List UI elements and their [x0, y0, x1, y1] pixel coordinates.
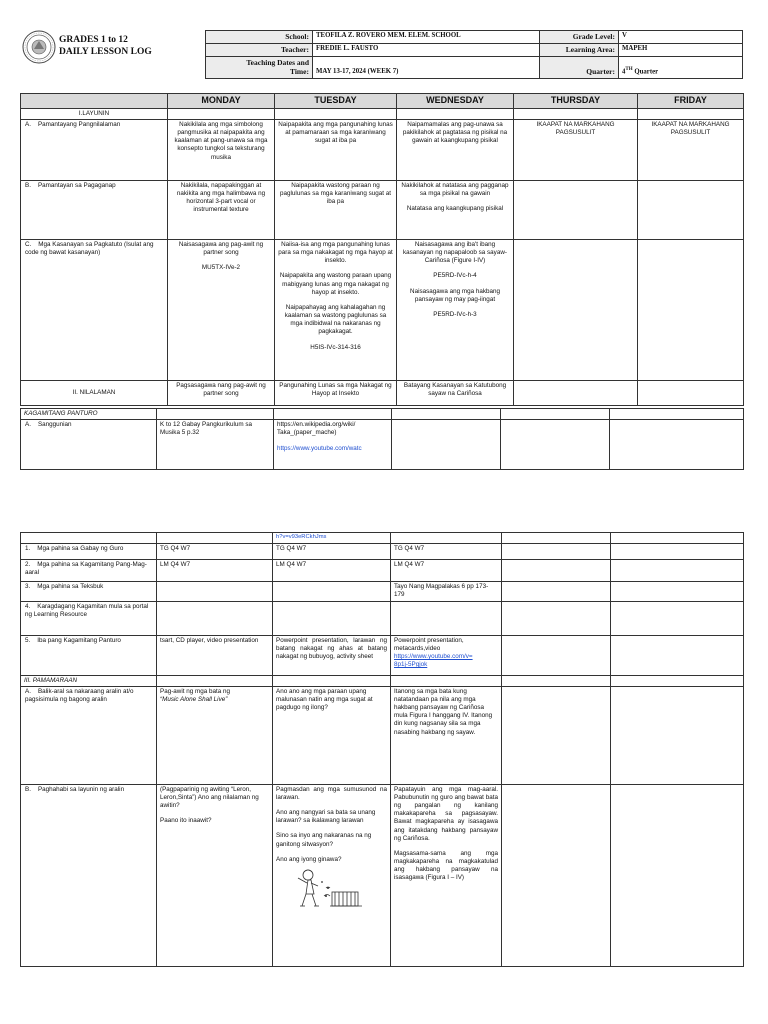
cell-c-monday-1: Naisasagawa ang pag-awit ng partner song — [178, 240, 264, 257]
cell-r2-tuesday: LM Q4 W7 — [273, 559, 391, 581]
cell-b-wednesday — [397, 180, 514, 239]
cell-rb-tuesday-3: Sino sa inyo ang nakaranas na ng ganitong sitwasyon? — [276, 832, 372, 848]
dates-value: MAY 13-17, 2024 (WEEK 7) — [313, 56, 540, 79]
document-title — [59, 34, 152, 58]
cell-ra-wednesday: Itanong sa mga bata kung natatandaan pa nila ang mga hakbang pansayaw ng Cariñosa mula Figura I hanggang IV. Itanong din kung nagsanay sila sa mga nasabing hakbang ng sayaw. — [391, 686, 502, 784]
day-header-tuesday: TUESDAY — [275, 94, 397, 109]
row-label-sanggunian: A. Sanggunian — [21, 420, 157, 470]
grade-value: V — [619, 31, 743, 44]
cell-c-monday — [168, 239, 275, 380]
sanggunian-link-wiki-2[interactable]: Taka_(paper_mache) — [277, 429, 337, 437]
cell-c-tuesday-4: H5IS-IVc-314-316 — [310, 343, 361, 351]
dates-label — [206, 56, 313, 79]
cell-ra-monday-2: “Music Alone Shall Live” — [160, 695, 228, 703]
row-label-karagdagang-kagamitan: 4. Karagdagang Kagamitan mula sa portal ng Learning Resource — [21, 601, 157, 635]
dates-label-1: Teaching Dates and — [246, 57, 309, 67]
kagamitan-table-page-1 — [20, 408, 744, 470]
cell-nilalaman-wednesday: Batayang Kasanayan sa Katutubong sayaw na Cariñosa — [397, 380, 514, 405]
quarter-value — [619, 56, 743, 79]
cell-r5-tuesday: Powerpoint presentation, larawan ng batang nakagat ng ahas at batang nakagat ng bubuyog, activity sheet — [273, 635, 391, 675]
layunin-header: I.LAYUNIN — [21, 108, 168, 119]
cell-a-wednesday: Naipamamalas ang pag-unawa sa pakikilahok at pagtatasa ng pisikal na gawain at kaangkupang pisikal — [397, 119, 514, 180]
lesson-table-page-2 — [20, 532, 744, 967]
cell-c-wednesday-2: PE5RD-IVc-h-4 — [433, 272, 477, 280]
school-label: School: — [206, 31, 313, 44]
cell-c-wednesday-3: Naisasagawa ang mga hakbang pansayaw ng may pag-iingat — [410, 287, 500, 303]
row-label-iba-pang-kagamitan: 5. Iba pang Kagamitang Panturo — [21, 635, 157, 675]
day-header-wednesday: WEDNESDAY — [397, 94, 514, 109]
link-continuation[interactable]: h?v=v93eRCkhJms — [273, 533, 391, 544]
cell-r5-monday: tsart, CD player, video presentation — [157, 635, 273, 675]
quarter-num: 4 — [622, 68, 626, 76]
day-header-blank — [21, 94, 168, 109]
cell-rb-monday-2: Paano ito inaawit? — [160, 817, 212, 825]
cell-sanggunian-monday: K to 12 Gabay Pangkurikulum sa Musika 5 p.32 — [157, 420, 274, 470]
row-label-gabay-ng-guro: 1. Mga pahina sa Gabay ng Guro — [21, 543, 157, 559]
cell-ra-monday — [157, 686, 273, 784]
cell-r1-tuesday: TG Q4 W7 — [273, 543, 391, 559]
quarter-label: Quarter: — [540, 56, 619, 79]
row-label-teksbuk: 3. Mga pahina sa Teksbuk — [21, 581, 157, 601]
cell-c-wednesday — [397, 239, 514, 380]
cell-a-friday: IKAAPAT NA MARKAHANG PAGSUSULIT — [638, 119, 744, 180]
teacher-label: Teacher: — [206, 43, 313, 56]
cell-b-monday: Nakikilala, napapakinggan at nakikita ang mga halimbawa ng horizontal 3-part vocal or instrumental texture — [168, 180, 275, 239]
sanggunian-link-wiki-1[interactable]: https://en.wikipedia.org/wiki/ — [277, 421, 356, 429]
dates-label-2: Time: — [289, 67, 309, 77]
cell-rb-tuesday-2: Ano ang nangyari sa bata sa unang larawan? sa ikalawang larawan — [276, 809, 376, 825]
cell-b-tuesday: Naipapakita wastong paraan ng paglulunas sa mga karaniwang sugat at iba pa — [275, 180, 397, 239]
video-link-2[interactable]: 8p1j-5Pgjok — [394, 661, 428, 669]
cell-nilalaman-tuesday: Pangunahing Lunas sa mga Nakagat ng Hayop at Insekto — [275, 380, 397, 405]
school-value: TEOFILA Z. ROVERO MEM. ELEM. SCHOOL — [313, 31, 540, 44]
cell-r3-wednesday: Tayo Nang Magpalakas 6 pp 173-179 — [391, 581, 502, 601]
cell-c-tuesday-2: Naipapakita ang wastong paraan upang mabigyang lunas ang mga nakagat ng hayop at insekto. — [279, 272, 392, 296]
area-label: Learning Area: — [540, 43, 619, 56]
cell-c-tuesday-1: Naiisa-isa ang mga pangunahing lunas para sa mga nakakagat ng mga hayop at insekto. — [278, 240, 393, 265]
row-label-pamantayang-pangnilalaman: A. Pamantayang Pangnilalaman — [21, 119, 168, 180]
lesson-table-page-1 — [20, 93, 744, 406]
row-label-balik-aral: A. Balik-aral sa nakaraang aralin at/o pagsisimula ng bagong aralin — [21, 686, 157, 784]
cell-r2-wednesday: LM Q4 W7 — [391, 559, 502, 581]
row-label-kagamitang-pang-mag-aaral: 2. Mga pahina sa Kagamitang Pang-Mag-aaral — [21, 559, 157, 581]
cell-c-tuesday — [275, 239, 397, 380]
day-header-friday: FRIDAY — [638, 94, 744, 109]
cell-rb-wednesday-2: Magsasama-sama ang mga magkakapareha na magkakatulad ang hakbang pansayaw na isasagawa (Figura I – IV) — [394, 849, 498, 882]
grade-label: Grade Level: — [540, 31, 619, 44]
cell-b-wednesday-1: Nakikilahok at natatasa ang pagganap sa mga pisikal na gawain — [401, 181, 509, 198]
deped-seal-icon — [22, 30, 56, 64]
area-value: MAPEH — [619, 43, 743, 56]
cell-sanggunian-tuesday — [274, 420, 392, 470]
cell-c-wednesday-4: PE5RD-IVc-h-3 — [433, 310, 477, 318]
nilalaman-header: II. NILALAMAN — [21, 380, 168, 405]
cell-rb-monday — [157, 784, 273, 966]
row-label-pamantayan-sa-pagaganap: B. Pamantayan sa Pagaganap — [21, 180, 168, 239]
cell-a-monday: Nakikilala ang mga simbolong pangmusika at naipapakita ang kaalaman at pang-unawa sa mga konsepto tungkol sa teksturang musika — [168, 119, 275, 180]
teacher-value: FREDIE L. FAUSTO — [313, 43, 540, 56]
title-line-1: GRADES 1 to 12 — [59, 35, 128, 45]
cell-r1-monday: TG Q4 W7 — [157, 543, 273, 559]
day-header-thursday: THURSDAY — [514, 94, 638, 109]
kagamitan-header: KAGAMITANG PANTURO — [21, 409, 157, 420]
cell-ra-tuesday: Ano ano ang mga paraan upang malunasan natin ang mga sugat at pagdugo ng ilong? — [273, 686, 391, 784]
header-info-table — [205, 30, 743, 79]
cell-a-thursday: IKAAPAT NA MARKAHANG PAGSUSULIT — [514, 119, 638, 180]
cell-rb-tuesday-1: Pagmasdan ang mga sumusunod na larawan. — [276, 785, 387, 801]
title-line-2: DAILY LESSON LOG — [59, 47, 152, 57]
day-header-monday: MONDAY — [168, 94, 275, 109]
child-stung-illustration — [286, 866, 366, 910]
cell-r2-monday: LM Q4 W7 — [157, 559, 273, 581]
cell-ra-monday-1: Pag-awit ng mga bata ng — [160, 687, 231, 695]
cell-rb-tuesday — [273, 784, 391, 966]
cell-r5-wednesday — [391, 635, 502, 675]
cell-nilalaman-monday: Pagsasagawa nang pag-awit ng partner song — [168, 380, 275, 405]
cell-b-wednesday-2: Natatasa ang kaangkupang pisikal — [406, 205, 504, 213]
sanggunian-link-youtube[interactable]: https://www.youtube.com/watc — [277, 444, 362, 452]
cell-rb-wednesday-1: Papatayuin ang mga mag-aaral. Pabubunutin ng guro ang bawat bata ng pangalan ng kanilang makakapareha sa pagsasayaw. Bawat magkapareha ay isasagawa ang itatakdang hakbang pansayaw ng Cariñosa. — [394, 785, 498, 842]
quarter-sup: TH — [625, 66, 633, 72]
cell-c-wednesday-1: Naisasagawa ang iba't ibang kasanayan ng napapaloob sa sayaw- Cariñosa (Figure I-IV) — [403, 240, 507, 265]
pamamaraan-header: III. PAMAMARAAN — [21, 675, 157, 686]
cell-rb-monday-1: (Pagpaparinig ng awiting “Leron, Leron,Sinta”) Ano ang nilalaman ng awitin? — [160, 785, 259, 810]
cell-c-monday-2: MU5TX-IVe-2 — [201, 264, 241, 272]
row-label-paghahabi: B. Paghahabi sa layunin ng aralin — [21, 784, 157, 966]
cell-a-tuesday: Naipapakita ang mga pangunahing lunas at pamamaraan sa mga karaniwang sugat at iba pa — [275, 119, 397, 180]
row-label-mga-kasanayan: C. Mga Kasanayan sa Pagkatuto (Isulat ang code ng bawat kasanayan) — [21, 239, 168, 380]
cell-c-tuesday-3: Naipapahayag ang kahalagahan ng kaalaman sa wastong paglulunas sa mga indibidwal na nakaranas ng pagkakagat. — [284, 303, 387, 336]
video-link-1[interactable]: https://www.youtube.com/v= — [394, 652, 473, 660]
cell-rb-tuesday-4: Ano ang iyong ginawa? — [276, 855, 342, 863]
cell-rb-wednesday — [391, 784, 502, 966]
cell-r5-wednesday-1: Powerpoint presentation, metacards,video — [394, 636, 464, 652]
quarter-word: Quarter — [634, 68, 659, 76]
cell-r1-wednesday: TG Q4 W7 — [391, 543, 502, 559]
